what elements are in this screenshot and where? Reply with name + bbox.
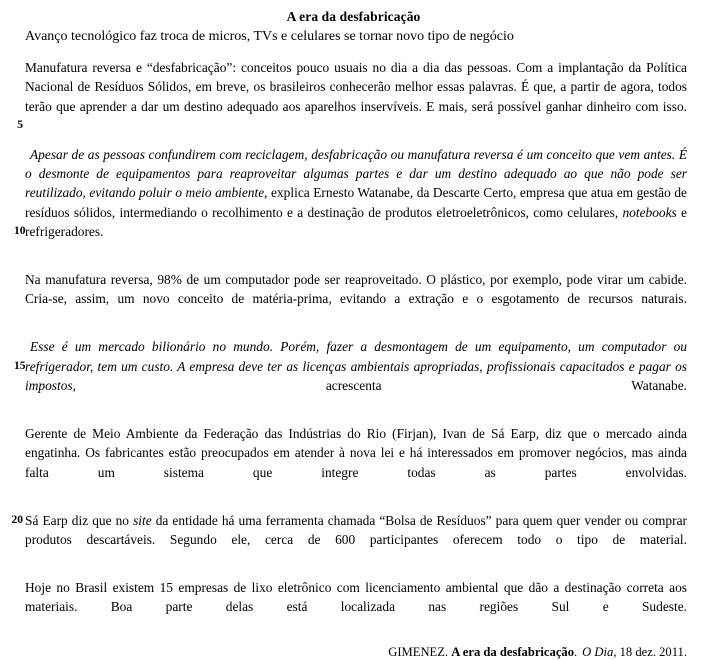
paragraph-2-inline-italic: notebooks (622, 204, 677, 220)
paragraph-1-text: Manufatura reversa e “desfabricação”: conceitos pouco usuais no dia a dia das pessoas. Com a implantação da Política Nacional de Resíduos Sólidos, em breve, os brasileiros conhecerão melhor essas palavras. É que, a partir de agora, todos terão que aprender a dar um destino adequado aos aparelhos inservíveis. E mais, será possível ganhar dinheiro com isso. (25, 60, 687, 114)
paragraph-4-quote: Esse é um mercado bilionário no mundo. Porém, fazer a desmontagem de um equipamento, um computador ou refrigerador, tem um custo. A empresa deve ter as licenças ambientais apropriadas, profissionais capacitados e pagar os impostos (25, 339, 687, 394)
paragraph-6-text-before: Sá Earp diz que no (25, 512, 134, 528)
paragraph-5 (10, 424, 697, 502)
paragraph-6-inline-italic: site (133, 512, 152, 528)
paragraph-7 (10, 578, 697, 636)
paragraph-6 (10, 511, 697, 569)
source-work-title-suffix: . (574, 644, 578, 659)
line-number-20: 20 (11, 513, 23, 526)
source-publication: O Dia (582, 644, 614, 659)
paragraph-2 (10, 145, 697, 261)
paragraph-4 (10, 337, 697, 415)
source-work-title: A era da desfabricação (451, 644, 575, 659)
paragraph-3-text: Na manufatura reversa, 98% de um computador pode ser reaproveitado. O plástico, por exemplo, pode virar um cabide. Cria-se, assim, um novo conceito de matéria-prima, evitando a extração e o esgotamento de recursos naturais. (25, 272, 687, 307)
line-number-10: 10 (14, 225, 26, 238)
article-body (10, 58, 697, 636)
paragraph-1 (10, 58, 697, 136)
line-number-15: 15 (14, 359, 26, 372)
paragraph-2-quote: Apesar de as pessoas confundirem com reciclagem, desfabricação ou manufatura reversa é um conceito que vem antes. É o desmonte de equipamentos para reaproveitar algumas partes e dar um destino adequado ao que não pode ser reutilizado, evitando poluir o meio ambiente (25, 146, 687, 201)
paragraph-4-attribution: , acrescenta Watanabe. (72, 378, 687, 394)
paragraph-6-text-after: da entidade há uma ferramenta chamada “Bolsa de Resíduos” para quem quer vender ou comprar produtos descartáveis. Segundo ele, cerca de 600 participantes oferecem todo o tipo de material. (25, 512, 687, 547)
paragraph-2-attribution-tail: e refrigeradores. (25, 204, 687, 240)
paragraph-3 (10, 270, 697, 328)
page-title: A era da desfabricação (286, 9, 421, 24)
paragraph-7-text: Hoje no Brasil existem 15 empresas de lixo eletrônico com licenciamento ambiental que dão a destinação correta aos materiais. Boa parte delas está localizada nas regiões Sul e Sudeste. (25, 579, 687, 615)
source-author: GIMENEZ. (388, 644, 449, 659)
page-subtitle: Avanço tecnológico faz troca de micros, TVs e celulares se tornar novo tipo de negócio (25, 29, 514, 44)
source-attribution (10, 644, 687, 660)
paragraph-5-text: Gerente de Meio Ambiente da Federação das Indústrias do Rio (Firjan), Ivan de Sá Earp, diz que o mercado ainda engatinha. Os fabricantes estão preocupados em atender à nova lei e há interessados em promover negócios, mas ainda falta um sistema que integre todas as partes envolvidas. (25, 425, 687, 480)
paragraph-2-attribution: , explica Ernesto Watanabe, da Descarte Certo, empresa que atua em gestão de resíduos sólidos, intermediando o recolhimento e a destinação de produtos eletroeletrônicos, como celulares, (25, 185, 687, 220)
line-number-5: 5 (17, 118, 23, 131)
source-date: , 18 dez. 2011. (613, 644, 687, 659)
